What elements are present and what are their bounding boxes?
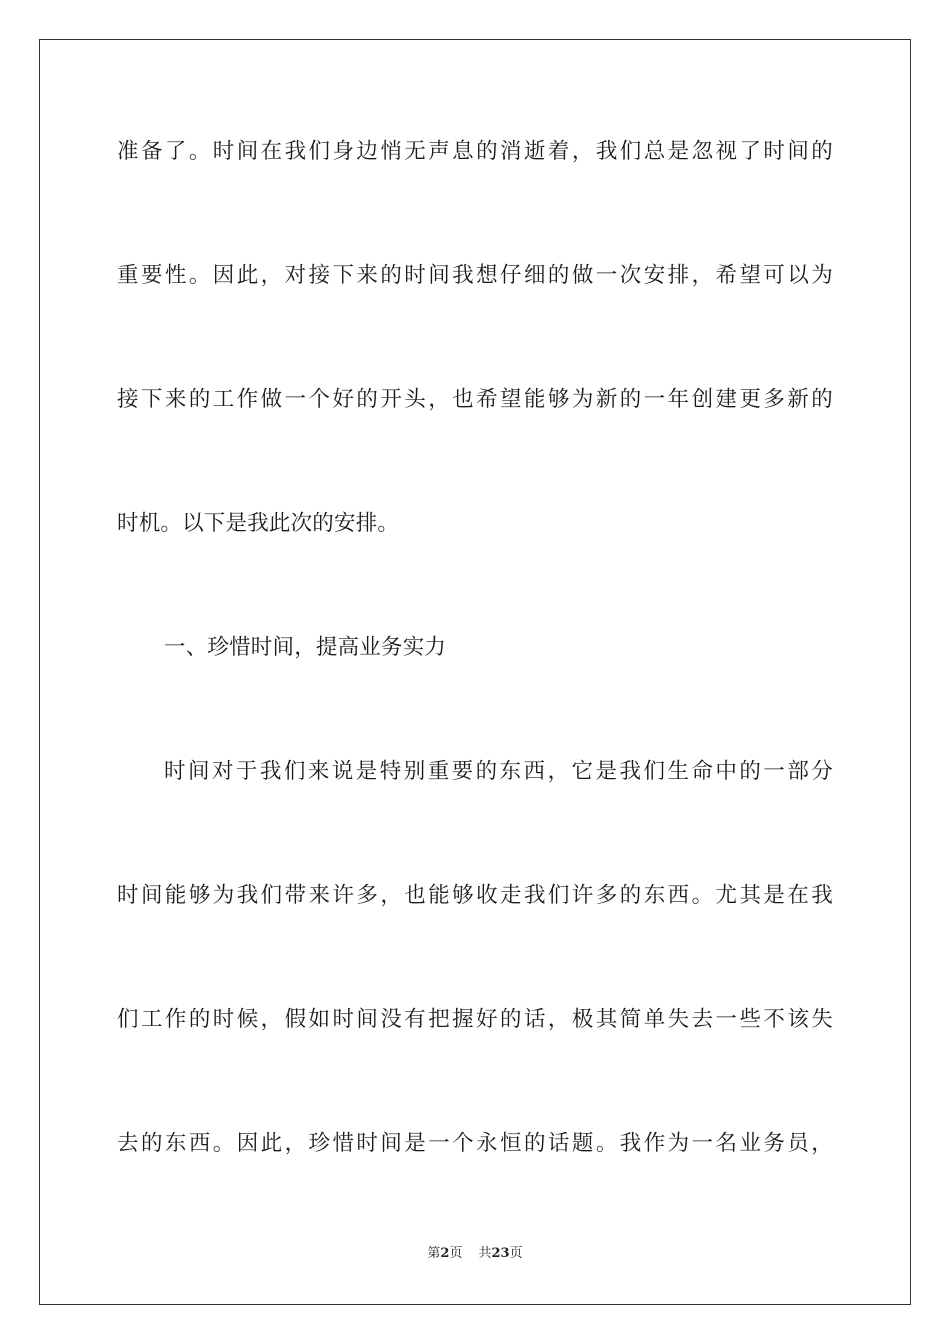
paragraph-line-2: 重要性。因此，对接下来的时间我想仔细的做一次安排，希望可以为 — [117, 263, 833, 288]
paragraph-line-5: 时间对于我们来说是特别重要的东西，它是我们生命中的一部分 — [164, 759, 833, 784]
page-footer — [0, 1245, 950, 1263]
page-number: 2 — [440, 1246, 450, 1261]
paragraph-line-7: 们工作的时候，假如时间没有把握好的话，极其简单失去一些不该失 — [117, 1007, 833, 1032]
total-pages: 23 — [491, 1246, 510, 1261]
page-suffix: 页 — [449, 1246, 463, 1261]
section-heading: 一、珍惜时间，提高业务实力 — [164, 635, 447, 660]
page-prefix: 第 — [427, 1246, 441, 1261]
total-suffix: 页 — [509, 1246, 523, 1261]
paragraph-line-8: 去的东西。因此，珍惜时间是一个永恒的话题。我作为一名业务员， — [117, 1131, 833, 1156]
paragraph-line-4: 时机。以下是我此次的安排。 — [117, 511, 400, 536]
paragraph-line-1: 准备了。时间在我们身边悄无声息的消逝着，我们总是忽视了时间的 — [117, 139, 833, 164]
paragraph-line-3: 接下来的工作做一个好的开头，也希望能够为新的一年创建更多新的 — [117, 387, 833, 412]
total-prefix: 共 — [478, 1246, 492, 1261]
page-border — [39, 39, 911, 1305]
paragraph-line-6: 时间能够为我们带来许多，也能够收走我们许多的东西。尤其是在我 — [117, 883, 833, 908]
